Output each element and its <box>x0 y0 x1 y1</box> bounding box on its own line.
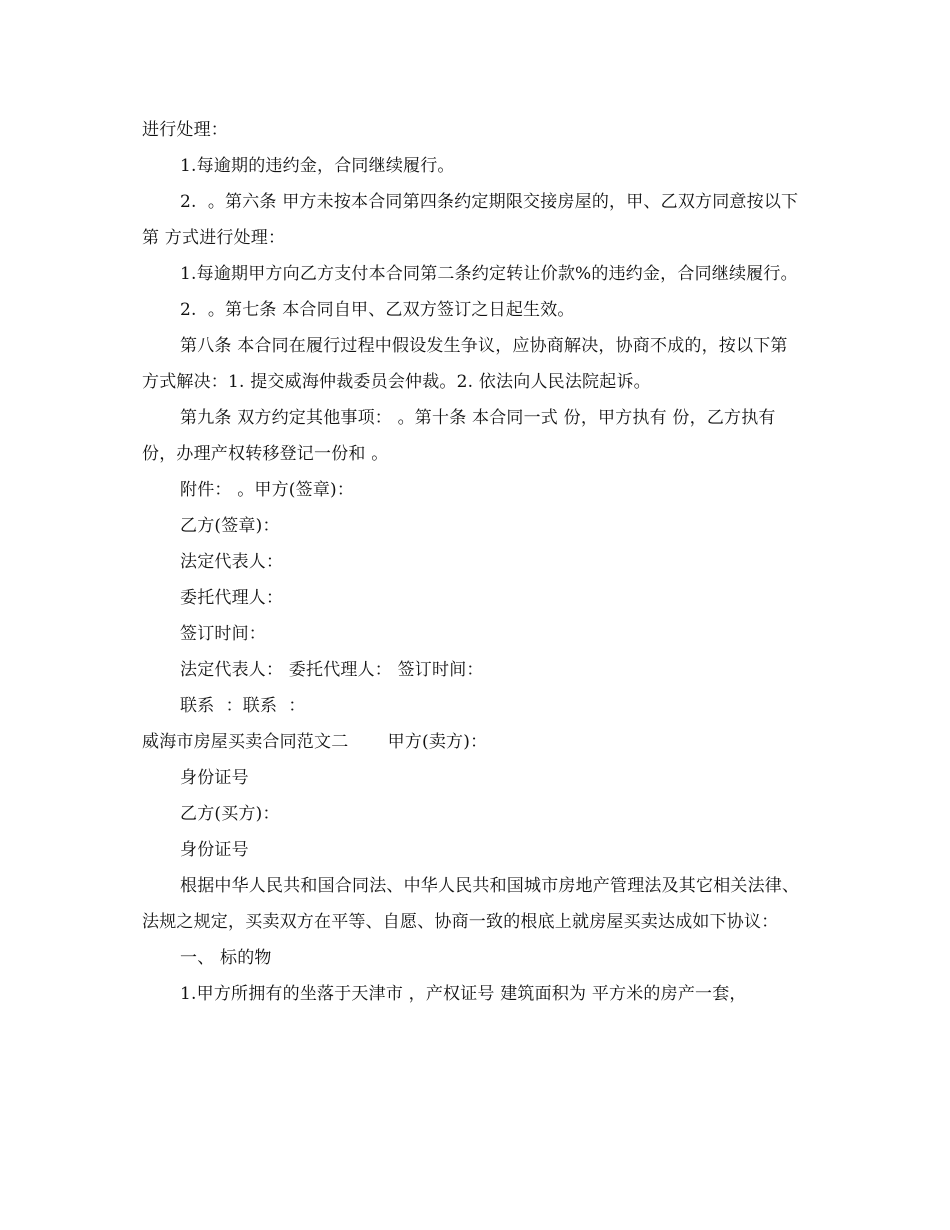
paragraph-10: 法定代表人： <box>180 552 284 572</box>
paragraph-20: 一、 标的物 <box>180 948 272 968</box>
paragraph-4: 1.每逾期甲方向乙方支付本合同第二条约定转让价款%的违约金，合同继续履行。 <box>180 264 798 284</box>
paragraph-13: 法定代表人： 委托代理人： 签订时间： <box>180 660 484 680</box>
paragraph-16: 身份证号 <box>180 768 249 788</box>
paragraph-6: 第八条 本合同在履行过程中假设发生争议，应协商解决，协商不成的，按以下第 方式解决：1. 提交威海仲裁委员会仲裁。2. 依法向人民法院起诉。 <box>142 336 788 392</box>
paragraph-17: 乙方(买方)： <box>180 804 280 824</box>
paragraph-8: 附件： 。甲方(签章)： <box>180 480 355 500</box>
paragraph-1: 进行处理： <box>142 120 228 140</box>
document-body <box>142 112 810 1012</box>
paragraph-18: 身份证号 <box>180 840 249 860</box>
paragraph-19: 根据中华人民共和国合同法、中华人民共和国城市房地产管理法及其它相关法律、法规之规定，买卖双方在平等、自愿、协商一致的根底上就房屋买卖达成如下协议： <box>142 876 800 932</box>
paragraph-5: 2. 。第七条 本合同自甲、乙双方签订之日起生效。 <box>180 300 575 320</box>
paragraph-11: 委托代理人： <box>180 588 284 608</box>
paragraph-9: 乙方(签章)： <box>180 516 280 536</box>
document-title-line: 威海市房屋买卖合同范文二 甲方(卖方)： <box>142 732 488 752</box>
paragraph-12: 签订时间： <box>180 624 266 644</box>
paragraph-7: 第九条 双方约定其他事项： 。第十条 本合同一式 份，甲方执有 份，乙方执有 份，办理产权转移登记一份和 。 <box>142 408 776 464</box>
paragraph-3: 2. 。第六条 甲方未按本合同第四条约定期限交接房屋的，甲、乙双方同意按以下第 方式进行处理： <box>142 192 799 248</box>
paragraph-2: 1.每逾期的违约金，合同继续履行。 <box>180 156 455 176</box>
paragraph-14: 联系 ：联系 ： <box>180 696 306 716</box>
paragraph-21: 1.甲方所拥有的坐落于天津市 ，产权证号 建筑面积为 平方米的房产一套， <box>180 984 747 1004</box>
